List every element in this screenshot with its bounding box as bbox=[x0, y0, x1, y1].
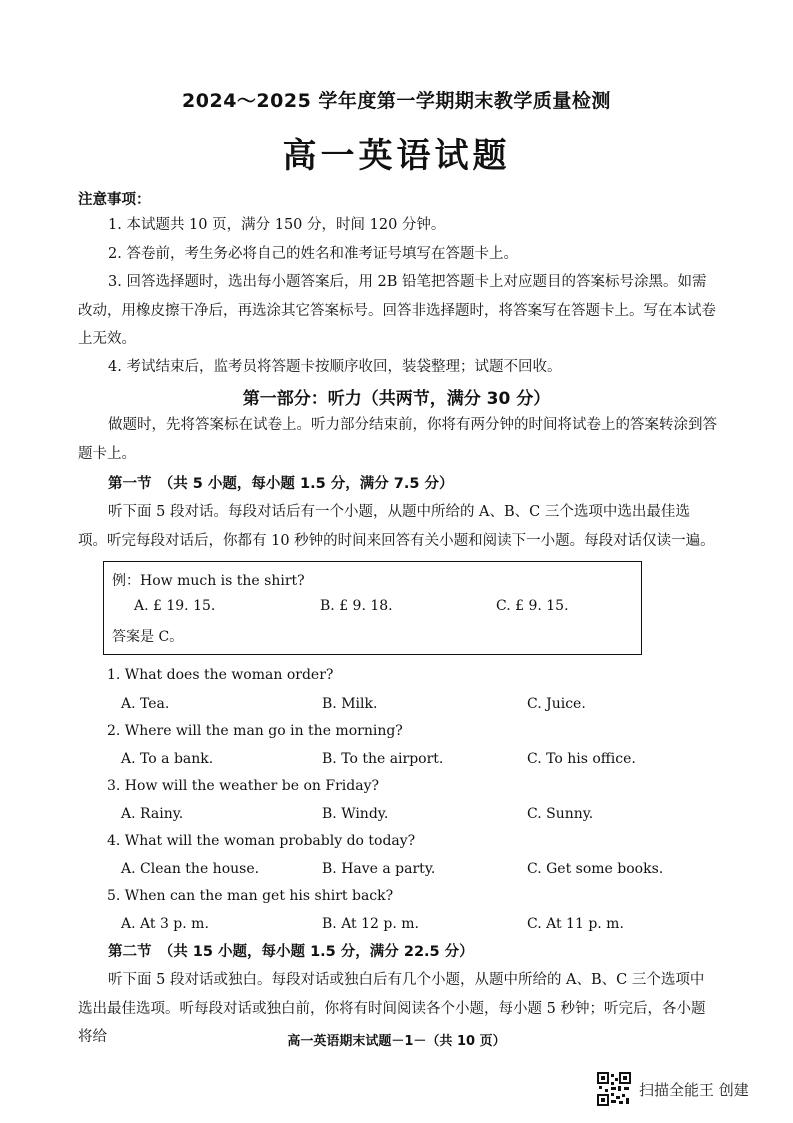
qr-code-icon bbox=[597, 1072, 631, 1106]
option-c: C. At 11 p. m. bbox=[527, 916, 624, 932]
question-text: 2. Where will the man go in the morning? bbox=[107, 723, 403, 739]
section2-heading: 第二节 （共 15 小题，每小题 1.5 分，满分 22.5 分） bbox=[108, 944, 474, 960]
scanner-watermark bbox=[597, 1071, 749, 1107]
option-b: B. At 12 p. m. bbox=[322, 916, 419, 932]
notice-item-4: 4. 考试结束后，监考员将答题卡按顺序收回，装袋整理；试题不回收。 bbox=[108, 359, 562, 375]
option-b: B. To the airport. bbox=[322, 751, 444, 767]
option-a: A. Rainy. bbox=[121, 806, 184, 822]
option-a: A. At 3 p. m. bbox=[121, 916, 209, 932]
example-answer: 答案是 C。 bbox=[112, 629, 184, 645]
notice-item-3: 3. 回答选择题时，选出每小题答案后，用 2B 铅笔把答题卡上对应题目的答案标号涂黑。如需改动，用橡皮擦干净后，再选涂其它答案标号。回答非选择题时，将答案写在答题卡上。写在本试卷上无效。 bbox=[78, 274, 716, 347]
option-a: A. To a bank. bbox=[121, 751, 214, 767]
question-text: 4. What will the woman probably do today? bbox=[107, 833, 416, 849]
exam-title-term: 2024～2025 学年度第一学期期末教学质量检测 bbox=[182, 90, 611, 112]
part1-heading: 第一部分：听力（共两节，满分 30 分） bbox=[242, 389, 551, 409]
scanner-app-credit: 扫描全能王 创建 bbox=[639, 1080, 749, 1099]
option-b: B. Have a party. bbox=[322, 861, 436, 877]
section1-heading: 第一节 （共 5 小题，每小题 1.5 分，满分 7.5 分） bbox=[108, 476, 454, 492]
example-option-a: A. £ 19. 15. bbox=[134, 598, 216, 614]
part1-intro: 做题时，先将答案标在试卷上。听力部分结束前，你将有两分钟的时间将试卷上的答案转涂到答题卡上。 bbox=[78, 417, 717, 462]
example-option-c: C. £ 9. 15. bbox=[496, 598, 569, 614]
example-box bbox=[103, 561, 642, 655]
option-c: C. Get some books. bbox=[527, 861, 664, 877]
notice-item-2: 2. 答卷前，考生务必将自己的姓名和准考证号填写在答题卡上。 bbox=[108, 246, 518, 262]
option-b: B. Milk. bbox=[322, 696, 378, 712]
exam-title-subject: 高一英语试题 bbox=[282, 136, 511, 176]
notice-item-1: 1. 本试题共 10 页，满分 150 分，时间 120 分钟。 bbox=[108, 217, 446, 233]
page-footer: 高一英语期末试题－1－（共 10 页） bbox=[287, 1034, 506, 1049]
option-b: B. Windy. bbox=[322, 806, 389, 822]
option-c: C. Juice. bbox=[527, 696, 586, 712]
option-a: A. Clean the house. bbox=[121, 861, 260, 877]
notice-heading: 注意事项： bbox=[78, 192, 151, 208]
section2-intro: 听下面 5 段对话或独白。每段对话或独白后有几个小题，从题中所给的 A、B、C 三个选项中选出最佳选项。听每段对话或独白前，你将有时间阅读各个小题，每小题 5 秒钟；听完后，各小题将给 bbox=[78, 972, 706, 1045]
section1-intro: 听下面 5 段对话。每段对话后有一个小题，从题中所给的 A、B、C 三个选项中选出最佳选项。听完每段对话后，你都有 10 秒钟的时间来回答有关小题和阅读下一小题。每段对话仅读一遍。 bbox=[78, 504, 715, 549]
option-a: A. Tea. bbox=[121, 696, 170, 712]
example-question: 例：How much is the shirt? bbox=[112, 573, 305, 589]
example-option-b: B. £ 9. 18. bbox=[320, 598, 393, 614]
question-text: 5. When can the man get his shirt back? bbox=[107, 888, 394, 904]
question-text: 3. How will the weather be on Friday? bbox=[107, 778, 380, 794]
option-c: C. Sunny. bbox=[527, 806, 594, 822]
option-c: C. To his office. bbox=[527, 751, 636, 767]
question-text: 1. What does the woman order? bbox=[107, 667, 334, 683]
